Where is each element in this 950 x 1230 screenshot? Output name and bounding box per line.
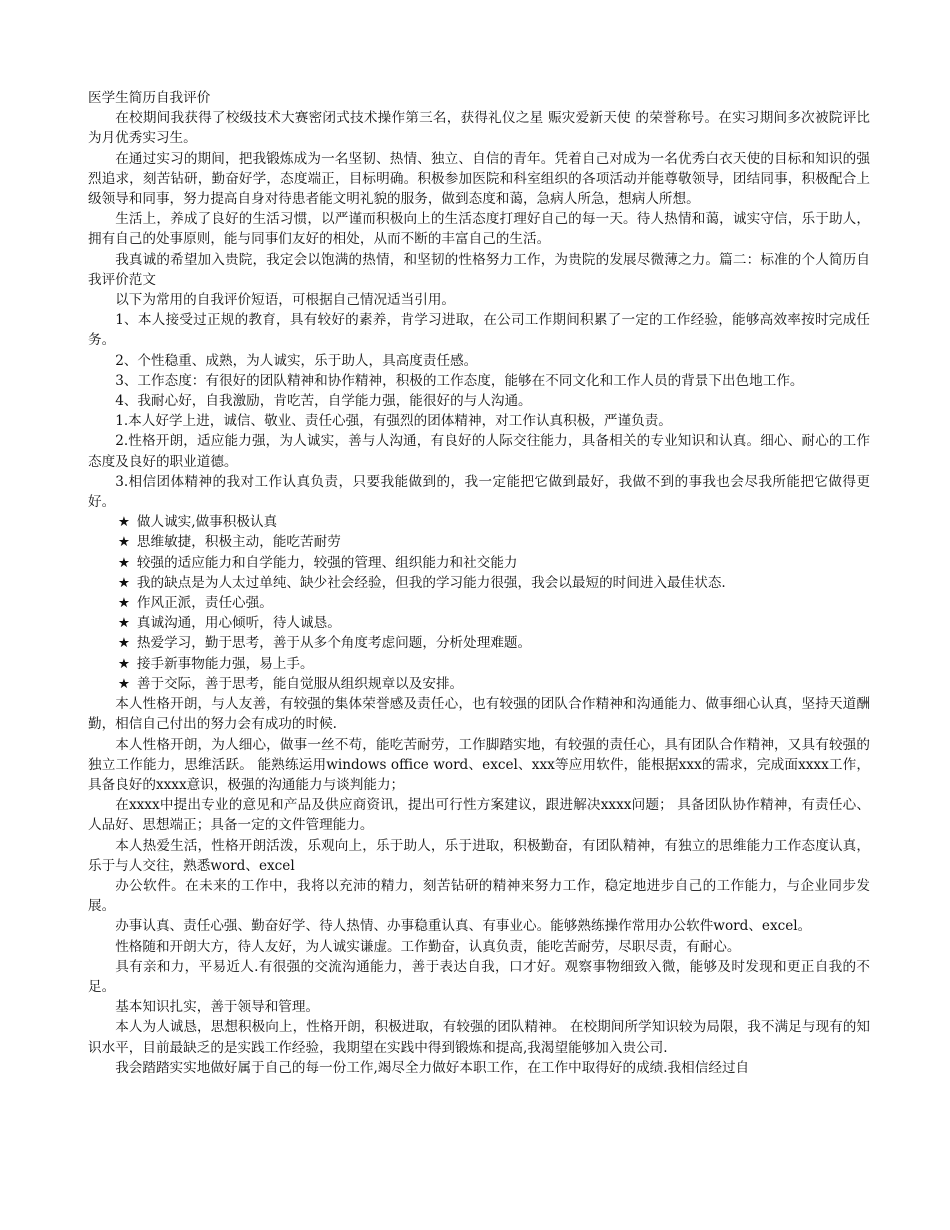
paragraph: 生活上，养成了良好的生活习惯，以严谨而积极向上的生活态度打理好自己的每一天。待人热情和蔼，诚实守信，乐于助人，拥有自己的处事原则，能与同事们友好的相处，从而不断的丰富自己的生活。 (88, 211, 870, 248)
bullet-text: 善于交际，善于思考，能自觉服从组织规章以及安排。 (136, 675, 464, 692)
paragraph: 本人热爱生活，性格开朗活泼，乐观向上，乐于助人，乐于进取，积极勤奋，有团队精神，有独立的思维能力工作态度认真，乐于与人交往，熟悉word、excel (88, 837, 870, 874)
star-icon: ★ (117, 615, 131, 632)
paragraph: 本人性格开朗，与人友善，有较强的集体荣誉感及责任心，也有较强的团队合作精神和沟通能力、做事细心认真，坚持天道酬勤，相信自己付出的努力会有成功的时候. (88, 696, 870, 733)
bullet-item (88, 654, 870, 674)
bullet-text: 真诚沟通，用心倾听，待人诚恳。 (136, 615, 341, 632)
star-icon: ★ (117, 534, 131, 551)
paragraph: 我会踏踏实实地做好属于自己的每一份工作,竭尽全力做好本职工作，在工作中取得好的成绩.我相信经过自 (115, 1059, 750, 1076)
bullet-item (88, 553, 870, 573)
paragraph: 具有亲和力，平易近人.有很强的交流沟通能力，善于表达自我，口才好。观察事物细致入微，能够及时发现和更正自我的不足。 (88, 958, 870, 995)
star-icon: ★ (117, 554, 131, 571)
bullet-text: 做人诚实,做事积极认真 (136, 514, 278, 531)
paragraph: 1、本人接受过正规的教育，具有较好的素养，肯学习进取，在公司工作期间积累了一定的工作经验，能够高效率按时完成任务。 (88, 312, 870, 349)
star-icon: ★ (117, 675, 131, 692)
document-body (88, 88, 870, 1078)
bullet-item (88, 674, 870, 694)
paragraph: 2.性格开朗，适应能力强，为人诚实，善与人沟通，有良好的人际交往能力，具备相关的专业知识和认真。细心、耐心的工作态度及良好的职业道德。 (88, 433, 870, 470)
star-icon: ★ (117, 655, 131, 672)
star-icon: ★ (117, 574, 131, 591)
paragraph: 我真诚的希望加入贵院，我定会以饱满的热情，和坚韧的性格努力工作，为贵院的发展尽微薄之力。篇二：标准的个人简历自我评价范文 (88, 251, 870, 288)
bullet-text: 我的缺点是为人太过单纯、缺少社会经验，但我的学习能力很强，我会以最短的时间进入最佳状态. (136, 574, 726, 591)
bullet-text: 热爱学习，勤于思考，善于从多个角度考虑问题，分析处理难题。 (136, 635, 532, 652)
paragraph: 办事认真、责任心强、勤奋好学、待人热情、办事稳重认真、有事业心。能够熟练操作常用办公软件word、excel。 (115, 918, 812, 935)
star-icon: ★ (117, 635, 131, 652)
bullet-item (88, 593, 870, 613)
bullet-item (88, 512, 870, 532)
bullet-text: 接手新事物能力强，易上手。 (136, 655, 314, 672)
paragraph: 在校期间我获得了校级技术大赛密闭式技术操作第三名，获得礼仪之星 赈灾爱新天使 的荣誉称号。在实习期间多次被院评比为月优秀实习生。 (88, 110, 870, 147)
paragraph: 1.本人好学上进，诚信、敬业、责任心强，有强烈的团体精神，对工作认真积极，严谨负责。 (115, 413, 672, 430)
bullet-item (88, 633, 870, 653)
paragraph: 本人性格开朗，为人细心，做事一丝不苟，能吃苦耐劳，工作脚踏实地，有较强的责任心，具有团队合作精神，又具有较强的独立工作能力，思维活跃。 能熟练运用windows office word、excel、xxx等应用软件，能根据xxx的需求，完成面xxxx工作，具备良好的xxxx意识，极强的沟通能力与谈判能力； (88, 736, 870, 793)
paragraph: 基本知识扎实，善于领导和管理。 (115, 999, 320, 1016)
paragraph: 4、我耐心好，自我激励，肯吃苦，自学能力强，能很好的与人沟通。 (115, 393, 532, 410)
bullet-item (88, 573, 870, 593)
star-icon: ★ (117, 514, 131, 531)
paragraph: 办公软件。在未来的工作中，我将以充沛的精力，刻苦钻研的精神来努力工作，稳定地进步自己的工作能力，与企业同步发展。 (88, 877, 870, 915)
paragraph: 本人为人诚恳，思想积极向上，性格开朗，积极进取，有较强的团队精神。 在校期间所学知识较为局限，我不满足与现有的知识水平，目前最缺乏的是实践工作经验，我期望在实践中得到锻炼和提高,我渴望能够加入贵公司. (88, 1019, 870, 1056)
bullet-text: 作风正派，责任心强。 (136, 595, 273, 612)
paragraph: 3.相信团体精神的我对工作认真负责，只要我能做到的，我一定能把它做到最好，我做不到的事我也会尽我所能把它做得更好。 (88, 473, 870, 511)
document-title: 医学生简历自我评价 (88, 90, 211, 106)
bullet-item (88, 532, 870, 552)
paragraph: 3、工作态度：有很好的团队精神和协作精神，积极的工作态度，能够在不同文化和工作人员的背景下出色地工作。 (115, 372, 804, 389)
paragraph: 以下为常用的自我评价短语，可根据自己情况适当引用。 (115, 292, 456, 309)
paragraph: 性格随和开朗大方，待人友好，为人诚实谦虚。工作勤奋，认真负责，能吃苦耐劳，尽职尽责，有耐心。 (115, 938, 741, 955)
paragraph: 在通过实习的期间，把我锻炼成为一名坚韧、热情、独立、自信的青年。凭着自己对成为一名优秀白衣天使的目标和知识的强烈追求，刻苦钻研，勤奋好学，态度端正，目标明确。积极参加医院和科室组织的各项活动并能尊敬领导，团结同事，积极配合上级领导和同事，努力提高自身对待患者能文明礼貌的服务，做到态度和蔼，急病人所急，想病人所想。 (88, 150, 870, 208)
paragraph: 在xxxx中提出专业的意见和产品及供应商资讯，提出可行性方案建议，跟进解决xxxx问题； 具备团队协作精神，有责任心、人品好、思想端正；具备一定的文件管理能力。 (88, 797, 870, 834)
bullet-text: 思维敏捷，积极主动，能吃苦耐劳 (136, 534, 341, 551)
bullet-item (88, 613, 870, 633)
bullet-text: 较强的适应能力和自学能力，较强的管理、组织能力和社交能力 (136, 554, 518, 571)
star-icon: ★ (117, 595, 131, 612)
paragraph: 2、个性稳重、成熟，为人诚实，乐于助人，具高度责任感。 (115, 352, 478, 369)
